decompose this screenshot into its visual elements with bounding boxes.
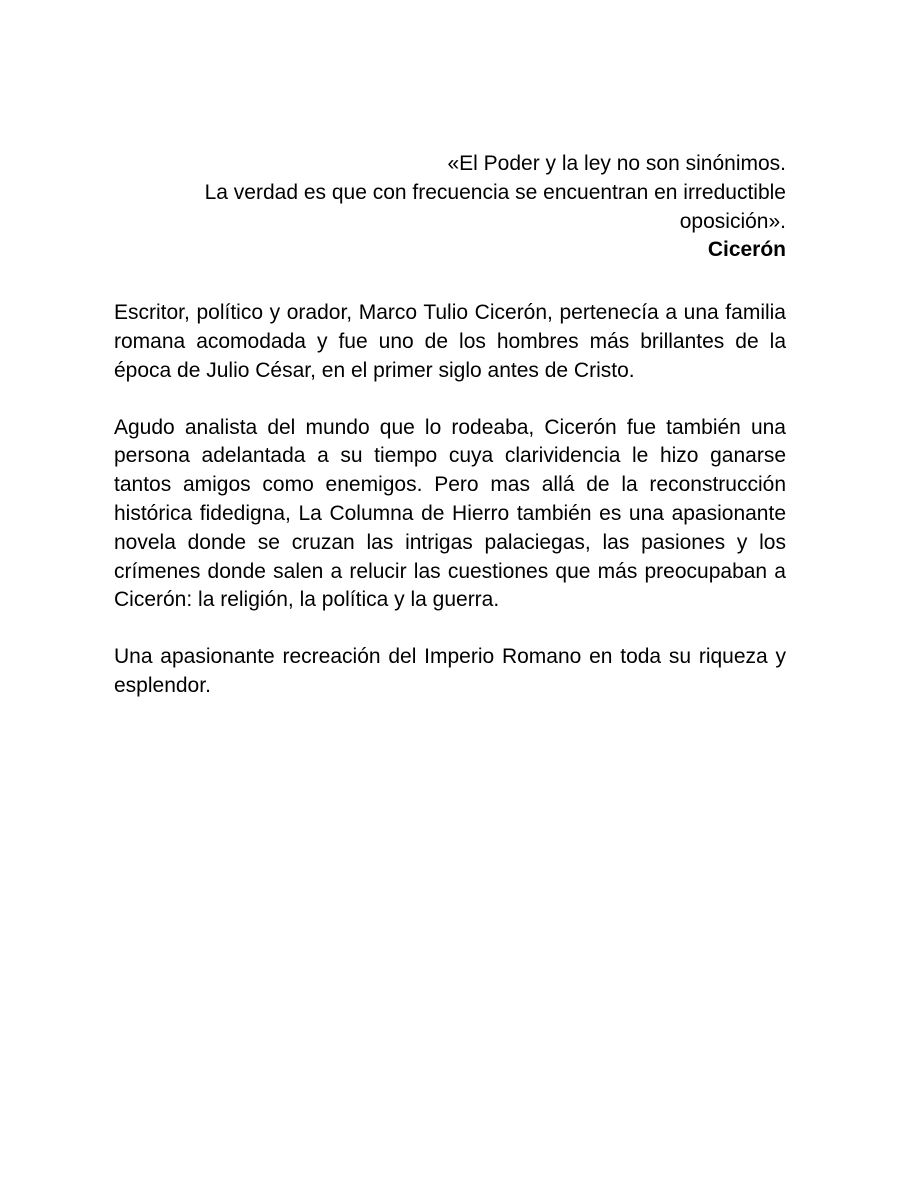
document-page <box>114 150 786 701</box>
epigraph-quote <box>114 150 786 265</box>
body-paragraph-2: Agudo analista del mundo que lo rodeaba, Cicerón fue también una persona adelantada a su tiempo cuya clarividencia le hizo ganarse tantos amigos como enemigos. Pero mas allá de la reconstrucción histórica fidedigna, La Columna de Hierro también es una apasionante novela donde se cruzan las intrigas palaciegas, las pasiones y los crímenes donde salen a relucir las cuestiones que más preocupaban a Cicerón: la religión, la política y la guerra. <box>114 415 786 612</box>
body-paragraph-1: Escritor, político y orador, Marco Tulio Cicerón, pertenecía a una familia romana acomodada y fue uno de los hombres más brillantes de la época de Julio César, en el primer siglo antes de Cristo. <box>114 301 786 382</box>
body-paragraph-3: Una apasionante recreación del Imperio Romano en toda su riqueza y esplendor. <box>114 645 786 697</box>
epigraph-line-2: La verdad es que con frecuencia se encuentran en irreductible oposición». <box>204 180 786 233</box>
epigraph-author: Cicerón <box>707 238 786 262</box>
epigraph-line-1: «El Poder y la ley no son sinónimos. <box>447 152 786 175</box>
